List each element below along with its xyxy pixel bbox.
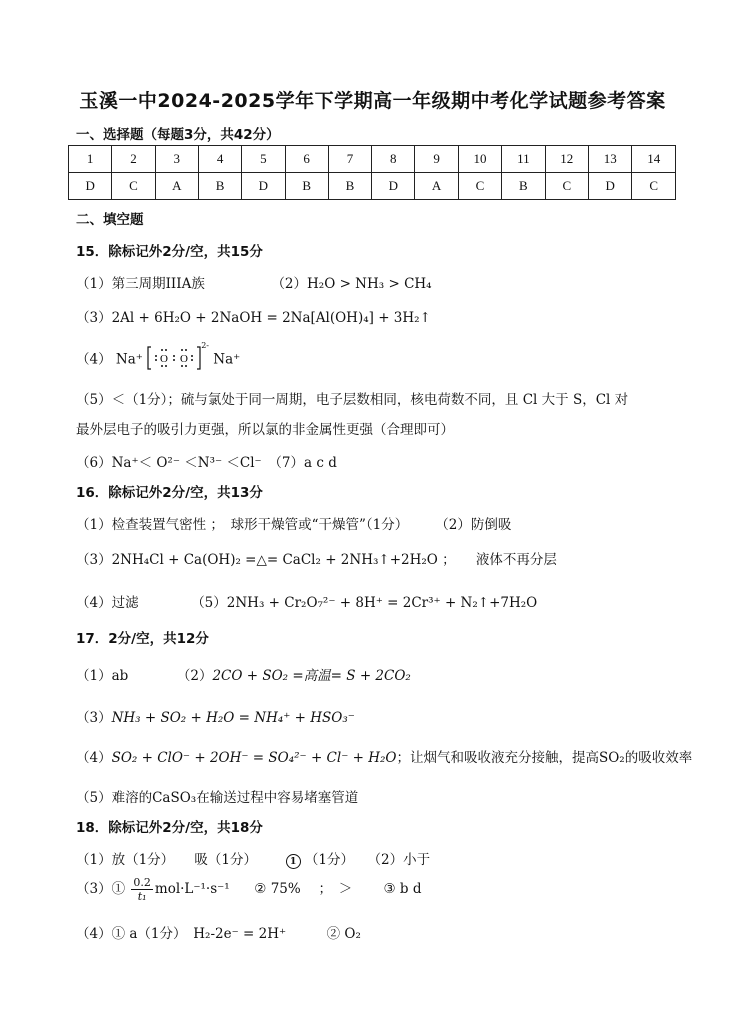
- oxygen-atom-2: O: [180, 353, 189, 365]
- table-cell: 4: [198, 146, 241, 173]
- q16-heading: 16．除标记外2分/空，共13分: [76, 485, 263, 501]
- table-cell: 6: [285, 146, 328, 173]
- table-cell: A: [415, 173, 458, 200]
- answer-label: （3）: [76, 552, 112, 568]
- q18-line-4: （4）① a（1分） H₂-2e⁻ = 2H⁺ ② O₂: [76, 926, 361, 942]
- table-cell: A: [155, 173, 198, 200]
- rate-unit: mol·L⁻¹·s⁻¹: [154, 881, 230, 897]
- q15-heading: 15．除标记外2分/空，共15分: [76, 244, 263, 260]
- q15-line-5: [76, 388, 628, 408]
- answer-label: （5）: [191, 595, 227, 611]
- q17-line-5: （5）难溶的CaSO₃在输送过程中容易堵塞管道: [76, 790, 359, 806]
- table-cell: D: [69, 173, 112, 200]
- q17-line-4: [76, 746, 692, 766]
- table-cell: 11: [502, 146, 545, 173]
- fraction-numerator: 0.2: [133, 876, 151, 889]
- q16-a3-equation: 2NH₄Cl + Ca(OH)₂ =△= CaCl₂ + 2NH₃↑+2H₂O: [111, 552, 438, 568]
- q18-a1: （1）放（1分） 吸（1分）: [76, 852, 258, 868]
- q18-heading: 18．除标记外2分/空，共18分: [76, 820, 263, 836]
- q15-a1: 第三周期IIIA族: [111, 276, 205, 292]
- table-cell: 9: [415, 146, 458, 173]
- table-cell: B: [198, 173, 241, 200]
- q17-a4-equation: SO₂ + ClO⁻ + 2OH⁻ = SO₄²⁻ + Cl⁻ + H₂O: [111, 750, 397, 766]
- na-ion-right: Na⁺: [213, 351, 241, 368]
- q17-a3-equation: NH₃ + SO₂ + H₂O = NH₄⁺ + HSO₃⁻: [111, 710, 355, 726]
- table-cell: C: [545, 173, 588, 200]
- electron-dot-icon: [147, 345, 201, 371]
- q15-line-5-cont: 最外层电子的吸引力更强，所以氯的非金属性更强（合理即可）: [76, 422, 454, 438]
- q16-line-1: （1）检查装置气密性 ； 球形干燥管或“干燥管”（1分） （2）防倒吸: [76, 517, 512, 533]
- table-cell: C: [112, 173, 155, 200]
- table-cell: 2: [112, 146, 155, 173]
- q17-a1: （1）ab: [76, 668, 129, 684]
- q15-line-3: [76, 306, 431, 326]
- fraction-denominator: t₁: [137, 890, 147, 903]
- q17-line-3: [76, 706, 355, 726]
- table-cell: 1: [69, 146, 112, 173]
- peroxide-electron-dot-structure: [147, 345, 201, 375]
- page-title: 玉溪一中2024-2025学年下学期高一年级期中考化学试题参考答案: [79, 90, 666, 112]
- choice-answer-table: [68, 145, 676, 200]
- q18-a3-rest: ② 75% ； ＞ ③ b d: [254, 881, 422, 897]
- q16-line-3: [76, 548, 557, 568]
- q17-a2-equation: 2CO + SO₂ =高温= S + 2CO₂: [212, 668, 411, 684]
- table-cell: 12: [545, 146, 588, 173]
- table-cell: 14: [632, 146, 676, 173]
- q16-a3-tail: ； 液体不再分层: [442, 552, 557, 568]
- answer-label: （5）: [76, 392, 112, 408]
- question-number-row: [69, 146, 676, 173]
- q18-line-1: [76, 848, 430, 869]
- answer-label: （3）: [76, 710, 112, 726]
- q17-line-1: [76, 664, 411, 684]
- table-cell: D: [242, 173, 285, 200]
- table-cell: 10: [458, 146, 501, 173]
- table-cell: C: [632, 173, 676, 200]
- circled-number-icon: 1: [286, 854, 301, 869]
- ion-charge: 2-: [201, 341, 209, 350]
- table-cell: C: [458, 173, 501, 200]
- answer-row: [69, 173, 676, 200]
- answer-label: （3）: [76, 310, 112, 326]
- q18-a1-tail: （1分） （2）小于: [304, 852, 431, 868]
- table-cell: 8: [372, 146, 415, 173]
- answer-label: （2）: [176, 668, 213, 684]
- table-cell: D: [589, 173, 632, 200]
- q15-line-4: [76, 341, 241, 375]
- section-choice-heading: 一、选择题（每题3分，共42分）: [76, 127, 280, 143]
- q16-a4: （4）过滤: [76, 595, 139, 611]
- answer-label: （1）: [76, 276, 112, 292]
- q15-a5: ＜（1分）；硫与氯处于同一周期，电子层数相同，核电荷数不同，且 Cl 大于 S，Cl 对: [111, 392, 629, 408]
- rate-fraction: [131, 876, 153, 903]
- q15-line-1: [76, 272, 432, 292]
- q17-heading: 17．2分/空，共12分: [76, 631, 209, 647]
- answer-label: （4）: [76, 750, 112, 766]
- na-ion-left: Na⁺: [115, 351, 143, 368]
- table-cell: 5: [242, 146, 285, 173]
- q16-a5-equation: 2NH₃ + Cr₂O₇²⁻ + 8H⁺ = 2Cr³⁺ + N₂↑+7H₂O: [226, 595, 538, 611]
- q17-a4-tail: ；让烟气和吸收液充分接触，提高SO₂的吸收效率: [396, 750, 693, 766]
- table-cell: B: [285, 173, 328, 200]
- q16-line-4: [76, 591, 537, 611]
- q15-a2: H₂O > NH₃ > CH₄: [307, 276, 432, 292]
- table-cell: B: [328, 173, 371, 200]
- q18-line-3: [76, 876, 422, 903]
- answer-label: （3）①: [76, 881, 126, 897]
- table-cell: 13: [589, 146, 632, 173]
- table-cell: 3: [155, 146, 198, 173]
- answer-label: （4）: [76, 351, 112, 368]
- section-fill-heading: 二、填空题: [76, 212, 144, 228]
- table-cell: B: [502, 173, 545, 200]
- answer-label: （2）: [271, 276, 308, 292]
- oxygen-atom-1: O: [160, 353, 169, 365]
- table-cell: 7: [328, 146, 371, 173]
- q15-line-6: （6）Na⁺＜ O²⁻ ＜N³⁻ ＜Cl⁻ （7）a c d: [76, 455, 337, 471]
- table-cell: D: [372, 173, 415, 200]
- q15-a3-equation: 2Al + 6H₂O + 2NaOH = 2Na[Al(OH)₄] + 3H₂↑: [111, 310, 431, 326]
